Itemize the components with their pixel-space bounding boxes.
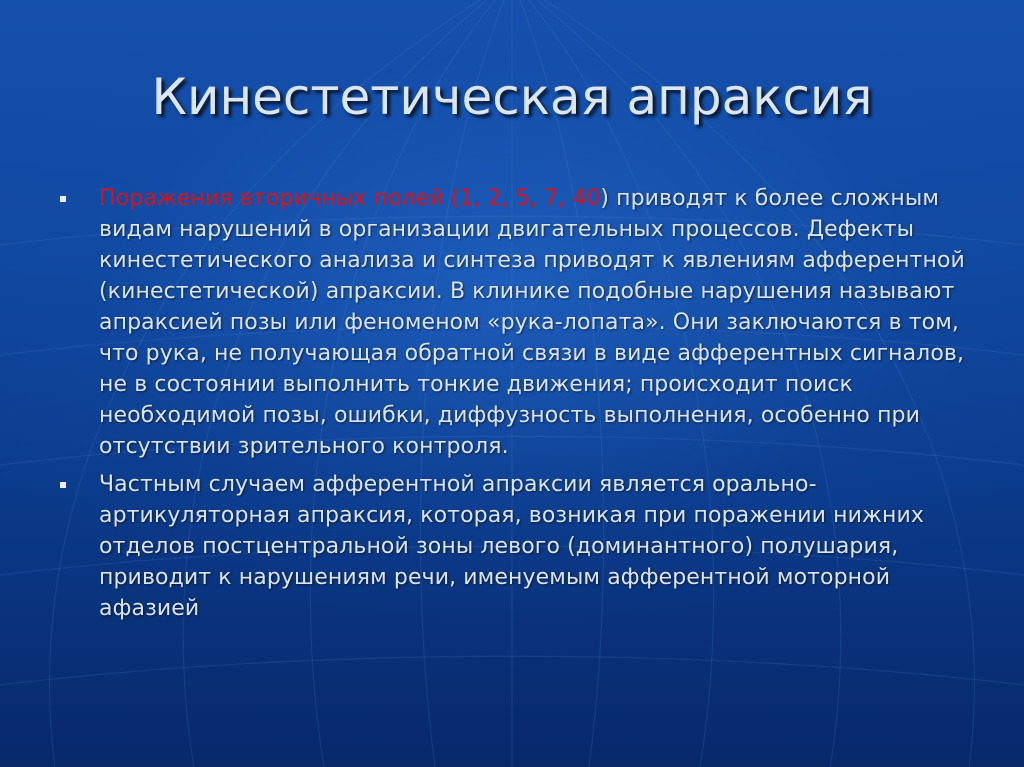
bullet-list — [60, 183, 965, 631]
bullet-item — [60, 183, 965, 462]
highlighted-text: Поражения вторичных полей (1, 2, 5, 7, 40 — [99, 186, 601, 211]
bullet-text: Частным случаем афферентной апраксии является орально-артикуляторная апраксия, которая, возникая при поражении нижних отделов постцентральной зоны левого (доминантного) полушария, приводит к нарушениям речи, именуемым афферентной моторной афазией — [99, 472, 924, 621]
bullet-text: ) приводят к более сложным видам нарушений в организации двигательных процессов. Дефекты кинестетического анализа и синтеза приводят к явлениям афферентной (кинестетической) апраксии. В клинике подобные нарушения называют апраксией позы или феноменом «рука-лопата». Они заключаются в том, что рука, не получающая обратной связи в виде афферентных сигналов, не в состоянии выполнить тонкие движения; происходит поиск необходимой позы, ошибки, диффузность выполнения, особенно при отсутствии зрительного контроля. — [99, 186, 965, 459]
square-bullet-icon — [60, 482, 66, 488]
square-bullet-icon — [60, 196, 66, 202]
slide-title: Кинестетическая апраксия — [151, 68, 873, 126]
bullet-item — [60, 469, 965, 624]
